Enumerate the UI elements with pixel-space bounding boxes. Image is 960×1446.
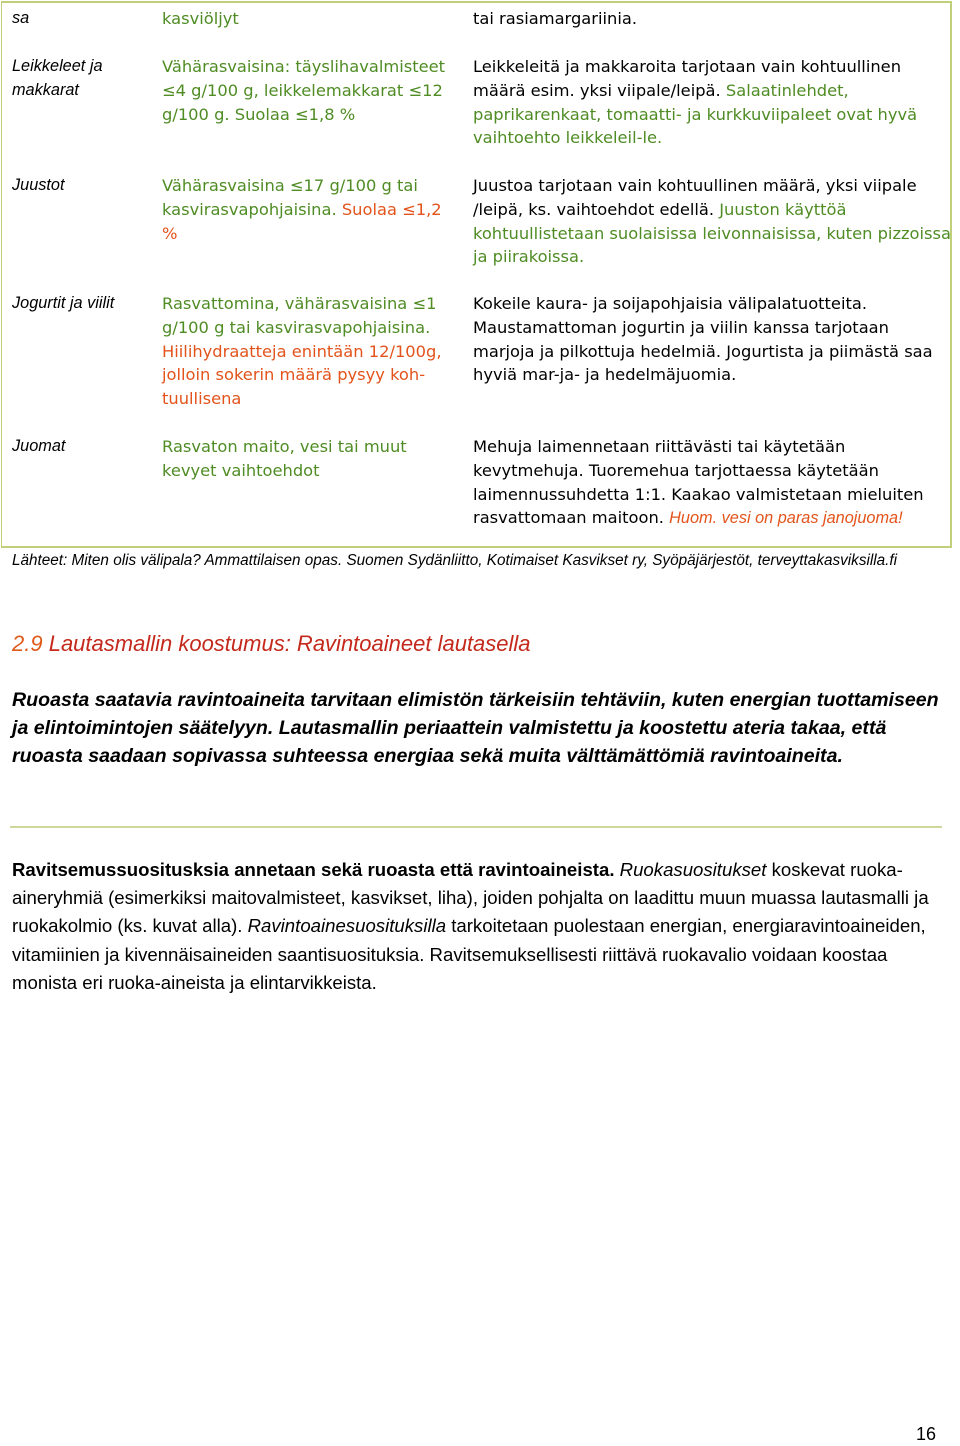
body-paragraph — [12, 856, 947, 997]
advice-text: Leikkeleitä ja makkaroita tarjotaan vain kohtuullinen määrä esim. yksi viipale/leipä. — [473, 57, 902, 100]
intro-paragraph: Ruoasta saatavia ravintoaineita tarvitaan elimistön tärkeisiin tehtäviin, kuten energian tuottamiseen ja elintoimintojen säätelyyn. Lautasmallin periaattein valmistettu ja koostettu ateria takaa, että ruoasta saadaan sopivassa suhteessa energiaa sekä muita välttämättömiä ravintoaineita. — [12, 689, 939, 768]
criteria-highlight: Suolaa ≤1,2 % — [162, 199, 442, 243]
row-label: sa — [12, 9, 30, 27]
advice-highlight: Salaatinlehdet, paprikarenkaat, tomaatti- ja kurkkuviipaleet ovat hyvä vaihtoehto leikkeleil-le. — [473, 80, 918, 148]
body-text-1: koskevat ruoka-aineryhmiä (esimerkiksi maitovalmisteet, kasvikset, liha), joiden pohjalta on laadittu muun muassa lautasmalli ja ruokakolmio (ks. kuvat alla). — [12, 859, 929, 937]
row-label: Juomat — [12, 437, 66, 455]
section-heading — [12, 630, 952, 658]
row-advice: Kokeile kaura- ja soijapohjaisia välipalatuotteita. Maustamattoman jogurtin ja viilin kanssa tarjotaan marjoja ja pilkottuja hedelmiä. Jogurtista ja piimästä saa hyviä mar-ja- ja hedelmäjuomia. — [473, 294, 933, 385]
row-advice: tai rasiamargariinia. — [473, 9, 638, 28]
table-row — [2, 431, 950, 547]
criteria-text: Rasvattomina, vähärasvaisina ≤1 g/100 g tai kasvirasvapohjaisina. — [162, 294, 437, 337]
row-criteria — [162, 174, 462, 245]
row-criteria: Rasvaton maito, vesi tai muut kevyet vaihtoehdot — [162, 437, 407, 480]
advice-text: Mehuja laimennetaan riittävästi tai käytetään kevytmehuja. Tuoremehua tarjottaessa käytetään laimennussuhdetta 1:1. Kaakao valmistetaan mieluiten rasvattomaan maitoon. — [473, 437, 924, 528]
body-term-food-recs: Ruokasuositukset — [619, 859, 767, 880]
body-term-nutrient-recs: Ravintoainesuosituksilla — [247, 915, 447, 937]
divider — [10, 826, 942, 828]
advice-highlight: Juuston käyttöä kohtuullistetaan suolaisissa leivonnaisissa, kuten pizzoissa ja piirakoissa. — [473, 199, 951, 267]
body-bold-sentence: Ravitsemussuositusksia annetaan sekä ruoasta että ravintoaineista. — [12, 859, 615, 880]
criteria-text: Vähärasvaisina ≤17 g/100 g tai kasvirasvapohjaisina. — [162, 176, 418, 219]
page-number: 16 — [916, 1424, 937, 1444]
row-label: Leikkeleet ja makkarat — [12, 57, 103, 99]
section-title: Lautasmallin koostumus: Ravintoaineet lautasella — [42, 631, 531, 656]
table-row — [2, 51, 950, 171]
advice-text: Juustoa tarjotaan vain kohtuullinen määrä, yksi viipale /leipä, ks. vaihtoehdot edellä. — [473, 176, 917, 219]
advice-highlight: Huom. vesi on paras janojuoma! — [669, 509, 903, 528]
table-row — [2, 170, 950, 290]
table-row — [2, 3, 950, 47]
food-criteria-table — [1, 1, 952, 548]
table-row — [2, 288, 950, 432]
sources-note: Lähteet: Miten olis välipala? Ammattilaisen opas. Suomen Sydänliitto, Kotimaiset Kasvikset ry, Syöpäjärjestöt, terveyttakasviksilla.fi — [12, 552, 898, 569]
row-advice — [473, 55, 951, 150]
criteria-highlight: Hiilihydraatteja enintään 12/100g, jolloin sokerin määrä pysyy koh-tuullisena — [162, 341, 442, 409]
row-label: Juustot — [12, 176, 65, 194]
section-number: 2.9 — [12, 631, 43, 656]
row-advice — [473, 174, 951, 269]
row-advice — [473, 435, 951, 531]
row-criteria — [162, 292, 462, 411]
body-text-2: tarkoitetaan puolestaan energian, energiaravintoaineiden, vitamiinien ja kivennäisaineiden saantisuosituksia. Ravitsemuksellisesti riittävä ruokavalio voidaan koostaa monista eri ruoka-aineista ja elintarvikkeista. — [12, 915, 926, 993]
row-criteria: Vähärasvaisina: täyslihavalmisteet ≤4 g/100 g, leikkelemakkarat ≤12 g/100 g. Suolaa ≤1,8 % — [162, 57, 446, 124]
row-label: Jogurtit ja viilit — [12, 294, 115, 312]
row-criteria: kasviöljyt — [162, 9, 239, 28]
